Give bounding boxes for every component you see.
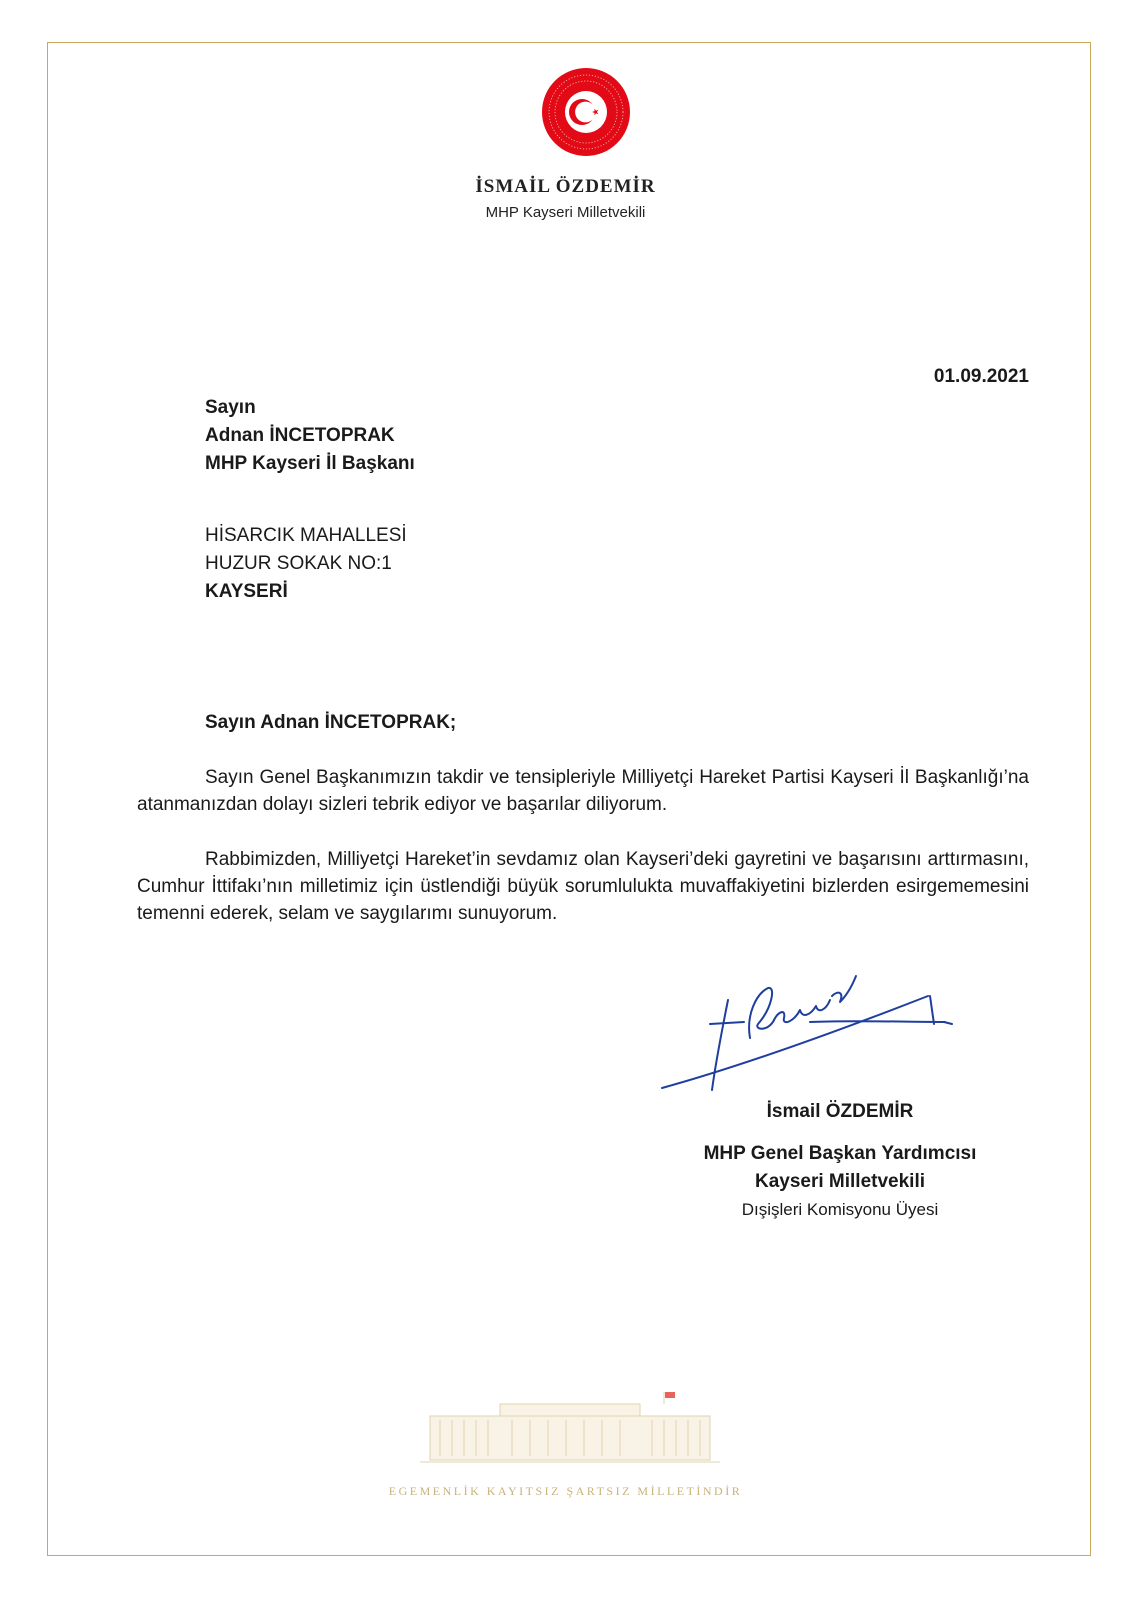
address-block (205, 522, 407, 606)
recipient-block (205, 394, 415, 478)
recipient-name: Adnan İNCETOPRAK (205, 425, 395, 446)
letterhead-subtitle: MHP Kayseri Milletvekili (485, 204, 646, 221)
handwritten-signature (660, 960, 980, 1100)
signatory-name: İsmail ÖZDEMİR (766, 1101, 914, 1122)
parliament-building-watermark (420, 1390, 720, 1470)
recipient-title: MHP Kayseri İl Başkanı (205, 453, 415, 474)
footer-motto: EGEMENLİK KAYITSIZ ŞARTSIZ MİLLETİNDİR (388, 1484, 743, 1498)
salutation: Sayın Adnan İNCETOPRAK; (205, 712, 457, 733)
body-paragraph-1: Sayın Genel Başkanımızın takdir ve tensipleriyle Milliyetçi Hareket Partisi Kayseri İl Başkanlığı’na atanmanızdan dolayı sizleri tebrik ediyor ve başarılar diliyorum. (137, 767, 1029, 815)
address-city: KAYSERİ (205, 581, 288, 602)
tbmm-emblem-logo (540, 66, 632, 158)
letter-date: 01.09.2021 (933, 366, 1029, 387)
recipient-honorific: Sayın (205, 397, 256, 418)
signatory-title-1: MHP Genel Başkan Yardımcısı (703, 1143, 977, 1164)
address-line-1: HİSARCIK MAHALLESİ (205, 525, 407, 546)
signatory-titles (660, 1140, 1020, 1224)
body-paragraph-2: Rabbimizden, Milliyetçi Hareket’in sevdamız olan Kayseri’deki gayretini ve başarısını arttırmasını, Cumhur İttifakı’nın milletimiz için üstlendiği büyük sorumlulukta muvaffakiyetini bizlerden esirgememesini temenni ederek, selam ve saygılarımı sunuyorum. (137, 849, 1029, 924)
signatory-title-2: Kayseri Milletvekili (754, 1171, 926, 1192)
letterhead-name: İSMAİL ÖZDEMİR (475, 176, 656, 197)
signatory-title-3: Dışişleri Komisyonu Üyesi (741, 1200, 939, 1219)
address-line-2: HUZUR SOKAK NO:1 (205, 553, 392, 574)
